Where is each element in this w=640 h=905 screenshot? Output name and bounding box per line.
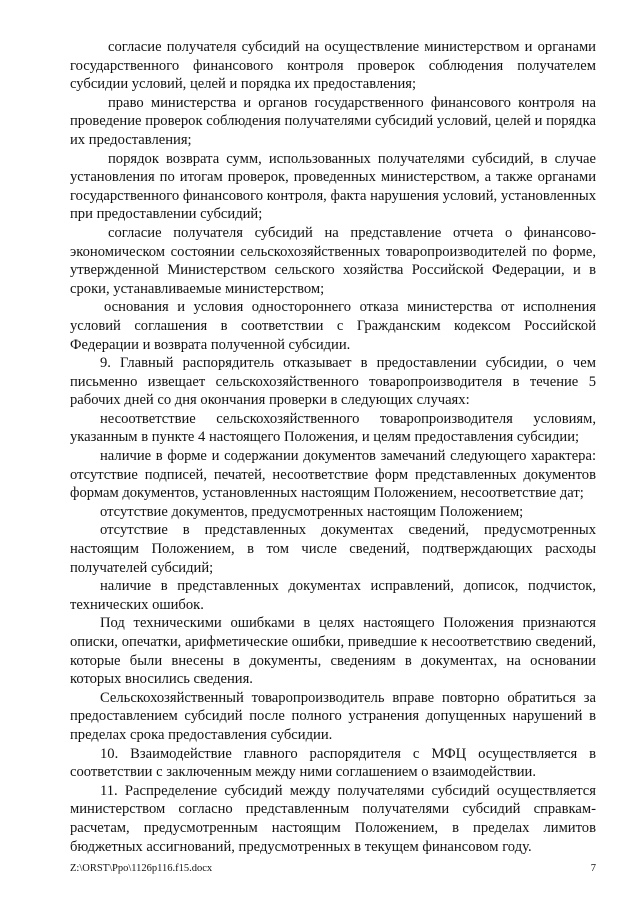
paragraph-refusal-grounds: основания и условия одностороннего отказа министерства от исполнения условий соглашения в соответствии с Гражданским кодексом Российской Федерации и возврата полученной субсидии.	[70, 299, 596, 353]
paragraph-item-10: 10. Взаимодействие главного распорядителя с МФЦ осуществляется в соответствии с заключенным между ними соглашением о взаимодействии.	[70, 745, 596, 781]
paragraph-item-9: 9. Главный распорядитель отказывает в предоставлении субсидии, о чем письменно извещает сельскохозяйственного товаропроизводителя в течение 5 рабочих дней со дня окончания проверки в следующих случаях:	[70, 355, 596, 409]
paragraph-item-11: 11. Распределение субсидий между получателями субсидий осуществляется министерством согласно представленным получателями субсидий справкам-расчетам, предусмотренным настоящим Положением, в пределах лимитов бюджетных ассигнований, предусмотренных в текущем финансовом году.	[70, 782, 596, 855]
paragraph-missing-information: отсутствие в представленных документах сведений, предусмотренных настоящим Положением, в том числе сведений, подтверждающих расходы получателей субсидий;	[70, 522, 596, 576]
paragraph-technical-errors: Под техническими ошибками в целях настоящего Положения признаются описки, опечатки, арифметические ошибки, приведшие к несоответствию сведений, которые были внесены в документы, сведениям в документах, на основании которых вносились сведения.	[70, 615, 596, 688]
footer-file-path: Z:\ORST\Ppo\1126p116.f15.docx	[70, 863, 213, 874]
paragraph-missing-documents: отсутствие документов, предусмотренных настоящим Положением;	[100, 503, 524, 520]
paragraph-right-of-inspection: право министерства и органов государственного финансового контроля на проведение проверок соблюдения получателями субсидий условий, целей и порядка их предоставления;	[70, 94, 596, 148]
page-number: 7	[590, 863, 596, 874]
paragraph-reapplication: Сельскохозяйственный товаропроизводитель вправе повторно обратиться за предоставлением субсидий после полного устранения допущенных нарушений в пределах срока предоставления субсидии.	[70, 689, 596, 743]
paragraph-nonconformity: несоответствие сельскохозяйственного товаропроизводителя условиям, указанным в пункте 4 настоящего Положения, и целям предоставления субсидии;	[70, 410, 596, 446]
page-footer	[70, 862, 596, 876]
paragraph-return-procedure: порядок возврата сумм, использованных получателями субсидий, в случае установления по итогам проверок, проведенных министерством, а также органами государственного финансового контроля, факта нарушения условий, установленных при предоставлении субсидий;	[70, 150, 596, 223]
paragraph-consent-inspection: согласие получателя субсидий на осуществление министерством и органами государственного финансового контроля проверок соблюдения получателем субсидии условий, целей и порядка их предоставления;	[70, 39, 596, 93]
document-body	[70, 38, 596, 856]
paragraph-consent-report: согласие получателя субсидий на представление отчета о финансово-экономическом состоянии сельскохозяйственных товаропроизводителей по форме, утвержденной Министерством сельского хозяйства Российской Федерации, и в сроки, устанавливаемые министерством;	[70, 224, 596, 297]
paragraph-corrections: наличие в представленных документах исправлений, дописок, подчисток, технических ошибок.	[70, 578, 596, 613]
paragraph-document-remarks: наличие в форме и содержании документов замечаний следующего характера: отсутствие подписей, печатей, несоответствие форм представленных документов формам документов, установленных настоящим Положением, несоответствие дат;	[70, 448, 596, 502]
